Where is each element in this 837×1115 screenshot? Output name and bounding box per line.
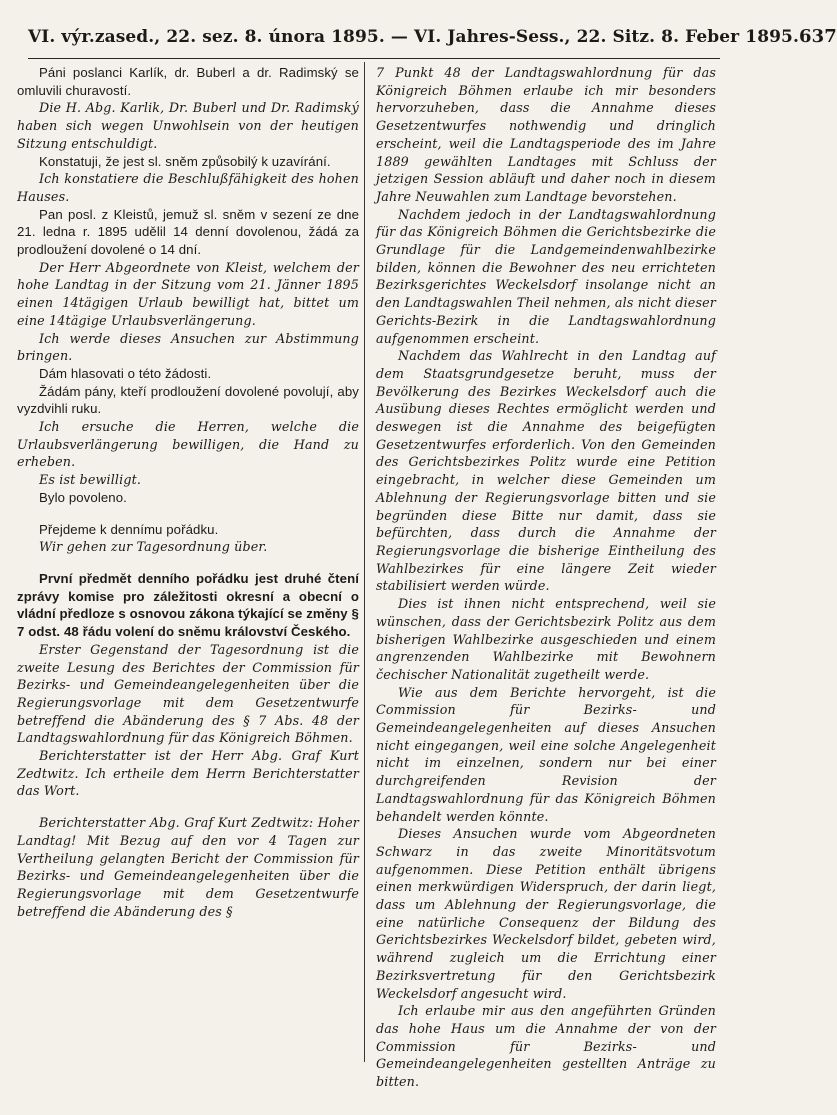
german-paragraph: Erster Gegenstand der Tagesordnung ist die zweite Lesung des Berichtes der Commission für Bezirks- und Gemeindeangelegenheiten über die Regierungsvorlage mit dem Gesetzentwurfe betreffend die Abänderung des § 7 Abs. 48 der Landtagswahlordnung für das Königreich Böhmen. xyxy=(17,641,359,746)
czech-paragraph: Páni poslanci Karlík, dr. Buberl a dr. Radimský se omluvili churavostí. xyxy=(17,65,359,98)
page-number: 637 xyxy=(799,26,837,47)
czech-paragraph: Přejdeme k dennímu pořádku. xyxy=(39,521,219,537)
page-header xyxy=(28,26,837,56)
czech-paragraph: Konstatuji, že jest sl. sněm způsobilý k uzavírání. xyxy=(39,153,331,169)
column-divider xyxy=(364,62,365,1062)
german-paragraph: Die H. Abg. Karlik, Dr. Buberl und Dr. Radimský haben sich wegen Unwohlsein von der heutigen Sitzung entschuldigt. xyxy=(17,100,359,151)
czech-paragraph: Bylo povoleno. xyxy=(39,489,127,505)
czech-paragraph: První předmět denního pořádku jest druhé čtení zprávy komise pro záležitosti okresní a obecní o vládní předloze s osnovou zákona týkající se změny § 7 odst. 48 řádu volení do sněmu království Českého. xyxy=(17,570,359,640)
paragraph-gap xyxy=(17,507,359,521)
header-rule xyxy=(28,58,720,59)
right-column xyxy=(376,64,716,1091)
german-paragraph: 7 Punkt 48 der Landtagswahlordnung für das Königreich Böhmen erlaube ich mir besonders hervorzuheben, dass die Annahme dieses Gesetzentwurfes nothwendig und dringlich erscheint, weil die Landtagsperiode des im Jahre 1889 gewählten Landtages mit Schluss der jetzigen Session abläuft und daher noch in diesem Jahre Neuwahlen zum Landtage bevorstehen. xyxy=(376,65,716,204)
german-paragraph: Dieses Ansuchen wurde vom Abgeordneten Schwarz in das zweite Minoritätsvotum aufgenommen. Diese Petition enthält übrigens einen merkwürdigen Widerspruch, der darin liegt, dass um Ablehnung der Regierungsvorlage, die eine natürliche Consequenz der Bildung des Gerichtsbezirkes Weckelsdorf bildet, gebeten wird, während zugleich um die Errichtung einer Bezirksvertretung für den Gerichtsbezirk Weckelsdorf angesucht wird. xyxy=(376,826,716,1001)
german-paragraph: Ich werde dieses Ansuchen zur Abstimmung bringen. xyxy=(17,330,359,364)
german-paragraph: Der Herr Abgeordnete von Kleist, welchem der hohe Landtag in der Sitzung vom 21. Jänner 1895 einen 14tägigen Urlaub bewilligt hat, bittet um eine 14tägige Urlaubsverlängerung. xyxy=(17,259,359,328)
german-paragraph: Ich konstatiere die Beschlußfähigkeit des hohen Hauses. xyxy=(17,171,359,204)
german-paragraph: Berichterstatter ist der Herr Abg. Graf Kurt Zedtwitz. Ich ertheile dem Herrn Berichterstatter das Wort. xyxy=(17,748,359,799)
czech-paragraph: Dám hlasovati o této žádosti. xyxy=(39,365,212,381)
header-session-info: VI. výr.zased., 22. sez. 8. února 1895. — VI. Jahres-Sess., 22. Sitz. 8. Feber 1895. xyxy=(28,27,799,47)
paragraph-gap xyxy=(17,556,359,570)
paragraph-gap xyxy=(17,800,359,814)
czech-paragraph: Pan posl. z Kleistů, jemuž sl. sněm v sezení ze dne 21. ledna r. 1895 udělil 14 denní dovolenou, žádá za prodloužení dovolené o 14 dní. xyxy=(17,206,359,258)
german-paragraph: Nachdem das Wahlrecht in den Landtag auf dem Staatsgrundgesetze beruht, muss der Bevölkerung des Bezirkes Weckelsdorf auch die Ausübung dieses Rechtes ermöglicht werden und deswegen ist die Annahme des beigefügten Gesetzentwurfes erforderlich. Von den Gemeinden des Gerichtsbezirkes Politz wurde eine Petition eingebracht, in welcher diese Gemeinden um Ablehnung der Regierungsvorlage bitten und sie begründen diese Bitte nur damit, dass sie befürchten, dass durch die Annahme der Regierungsvorlage die bisherige Eintheilung des Wahlbezirkes für eine längere Zeit wieder stabilisiert werden würde. xyxy=(376,348,716,594)
german-paragraph: Berichterstatter Abg. Graf Kurt Zedtwitz: Hoher Landtag! Mit Bezug auf den vor 4 Tagen zur Vertheilung gelangten Bericht der Commission für Bezirks- und Gemeindeangelegenheiten über die Regierungsvorlage mit dem Gesetzentwurfe betreffend die Abänderung des § xyxy=(17,815,359,919)
german-paragraph: Wir gehen zur Tagesordnung über. xyxy=(39,539,268,555)
left-column xyxy=(17,64,359,920)
german-paragraph: Wie aus dem Berichte hervorgeht, ist die Commission für Bezirks- und Gemeindeangelegenheiten auf dieses Ansuchen nicht eingegangen, weil eine solche Angelegenheit nicht im einzelnen, sondern nur bei einer durchgreifenden Revision der Landtagswahlordnung für das Königreich Böhmen behandelt werden könnte. xyxy=(376,684,716,824)
german-paragraph: Ich ersuche die Herren, welche die Urlaubsverlängerung bewilligen, die Hand zu erheben. xyxy=(17,419,359,470)
german-paragraph: Dies ist ihnen nicht entsprechend, weil sie wünschen, dass der Gerichtsbezirk Politz aus dem bisherigen Wahlbezirke ausgeschieden und einem angrenzenden Wahlbezirke mit Bewohnern čechischer Nationalität zugetheilt werde. xyxy=(376,596,716,682)
german-paragraph: Nachdem jedoch in der Landtagswahlordnung für das Königreich Böhmen die Gerichtsbezirke die Grundlage für die Landgemeindenwahlbezirke bilden, können die Bewohner des neu errichteten Bezirksgerichtes Weckelsdorf insolange nicht an den Landtagswahlen Theil nehmen, als nicht dieser Gerichts-Bezirk in die Landtagswahlordnung aufgenommen erscheint. xyxy=(376,206,716,346)
german-paragraph: Es ist bewilligt. xyxy=(39,472,142,488)
czech-paragraph: Žádám pány, kteří prodloužení dovolené povolují, aby vyzdvihli ruku. xyxy=(17,383,359,417)
german-paragraph: Ich erlaube mir aus den angeführten Gründen das hohe Haus um die Annahme der von der Commission für Bezirks- und Gemeindeangelegenheiten gestellten Anträge zu bitten. xyxy=(376,1003,716,1090)
